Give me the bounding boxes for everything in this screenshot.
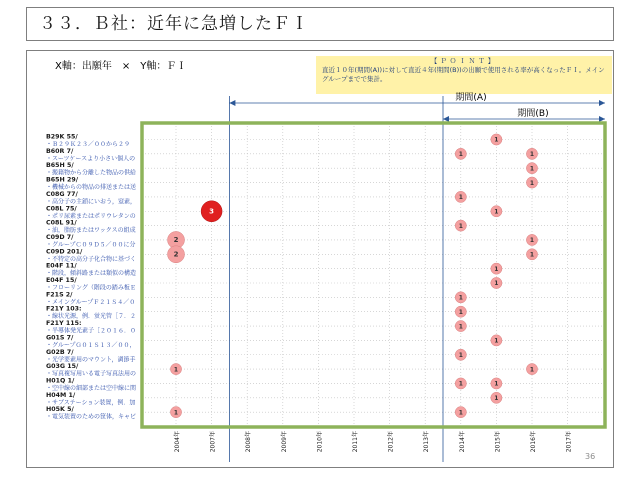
- fi-description-label: ・油，脂肪またはワックスの組成: [46, 227, 136, 235]
- fi-description-label: ・光学要素用のマウント，調節手: [46, 356, 136, 364]
- bubble-value-label: 1: [458, 151, 463, 159]
- fi-code-label: C09D 7/: [46, 233, 74, 241]
- fi-description-label: ・電気装置のための筐体，キャビ: [46, 413, 137, 421]
- x-tick-label: 2009年: [280, 431, 288, 453]
- fi-code-label: F21S 2/: [46, 291, 73, 299]
- bubble-value-label: 1: [173, 366, 179, 374]
- bubble-value-label: 1: [529, 366, 535, 374]
- bubble-value-label: 1: [494, 395, 499, 402]
- fi-description-label: ・写真複写用いる電子写真法用の: [46, 370, 137, 378]
- fi-description-label: ・Ｂ２９Ｋ２３／００から２９: [46, 141, 131, 148]
- x-tick-label: 2007年: [209, 431, 217, 453]
- fi-code-label: C08L 75/: [46, 205, 77, 213]
- slide-title: ３３．Ｂ社：近年に急増したＦＩ: [26, 7, 614, 41]
- fi-description-label: ・階段，傾斜路または類似の構造: [46, 270, 137, 278]
- fi-description-label: ・スーツケースより小さい個人の: [46, 155, 136, 163]
- axis-caption: X軸：出願年 × Y軸：ＦＩ: [55, 61, 187, 72]
- fi-code-label: E04F 11/: [46, 262, 77, 270]
- x-tick-label: 2008年: [245, 431, 253, 453]
- fi-description-label: ・グループＣ０９Ｄ５／００に分: [46, 241, 136, 249]
- bubble-value-label: 1: [494, 265, 499, 273]
- x-tick-label: 2014年: [458, 431, 466, 453]
- bubble-value-label: 1: [494, 136, 499, 144]
- fi-code-label: B65H 5/: [46, 162, 74, 170]
- fi-description-label: ・高分子の主鎖にいおう，窒素，: [46, 198, 137, 206]
- fi-description-label: ・不特定の高分子化合物に基づく: [46, 255, 137, 263]
- bubble-value-label: 1: [529, 151, 535, 159]
- bubble-value-label: 1: [529, 165, 535, 173]
- fi-description-label: ・空中線の細部または空中線に関: [46, 384, 137, 392]
- x-tick-label: 2012年: [387, 431, 395, 453]
- bubble-value-label: 1: [458, 409, 463, 417]
- bubble-value-label: 1: [458, 308, 463, 316]
- x-tick-label: 2013年: [423, 431, 431, 453]
- bubble-value-label: 1: [458, 222, 463, 230]
- period-a-head-left: [229, 100, 235, 106]
- bubble-value-label: 1: [173, 409, 179, 417]
- period-a-head-right: [599, 100, 605, 106]
- bubble-value-label: 3: [209, 207, 215, 216]
- fi-code-label: F21Y 103:: [46, 305, 82, 313]
- fi-description-label: ・線状光源，例．蛍光管［７．２: [46, 313, 137, 321]
- x-tick-label: 2017年: [565, 431, 573, 453]
- point-heading: 【ＰＯＩＮＴ】: [430, 57, 498, 65]
- bubble-value-label: 1: [529, 237, 535, 245]
- fi-code-label: B60R 7/: [46, 147, 74, 155]
- fi-code-label: F21Y 115:: [46, 320, 82, 328]
- bubble-value-label: 2: [173, 250, 179, 259]
- fi-description-label: ・メイングループＦ２１Ｓ４／０: [46, 298, 136, 306]
- fi-description-label: ・グループＧ０１Ｓ１３／００，: [46, 341, 136, 349]
- fi-description-label: ・ポリ尿素またはポリウレタンの: [46, 212, 136, 220]
- fi-code-label: C08G 77/: [46, 190, 78, 198]
- fi-code-label: C08L 91/: [46, 219, 77, 227]
- bubble-value-label: 1: [529, 179, 535, 187]
- fi-description-label: ・フローリング（階段の踏み板Ｅ: [46, 284, 136, 292]
- period-b-head-left: [443, 116, 449, 122]
- fi-code-label: G01S 7/: [46, 334, 74, 342]
- x-tick-label: 2016年: [530, 431, 537, 453]
- x-tick-label: 2004年: [174, 431, 181, 453]
- bubble-value-label: 1: [458, 294, 463, 302]
- fi-description-label: ・半導体発光素子［２０１６．０: [46, 327, 137, 335]
- fi-code-label: B65H 29/: [46, 176, 79, 184]
- fi-code-label: E04F 15/: [46, 277, 77, 284]
- x-tick-label: 2015年: [494, 431, 502, 453]
- bubble-value-label: 1: [494, 380, 499, 388]
- fi-code-label: B29K 55/: [46, 133, 78, 141]
- page-number: 36: [585, 452, 596, 461]
- point-text: 直近１０年(期間(A))に対して直近４年(期間(B))の出願で使用される率が高くなったＦＩ。メイングループまでで集計。: [322, 66, 605, 83]
- fi-code-label: H04M 1/: [46, 391, 76, 399]
- period-b-label: 期間(B): [517, 109, 549, 119]
- fi-description-label: ・サブステーション装置，例．加: [46, 399, 136, 407]
- fi-code-label: H05K 5/: [46, 406, 74, 414]
- fi-description-label: ・機械からの物品の排送または送: [46, 184, 137, 192]
- bubble-value-label: 1: [458, 194, 463, 202]
- fi-code-label: C09D 201/: [46, 248, 83, 256]
- period-a-label: 期間(A): [455, 93, 487, 103]
- x-tick-label: 2011年: [352, 431, 359, 453]
- bubble-value-label: 1: [458, 380, 463, 388]
- fi-code-label: G02B 7/: [46, 348, 74, 356]
- bubble-value-label: 1: [494, 208, 499, 216]
- fi-description-label: ・搬籍物から分離した物品の供給: [46, 169, 137, 177]
- period-b-head-right: [599, 116, 605, 122]
- bubble-value-label: 1: [458, 351, 463, 359]
- bubble-value-label: 1: [494, 280, 499, 288]
- fi-code-label: H01Q 1/: [46, 377, 75, 385]
- bubble-value-label: 2: [173, 236, 179, 245]
- bubble-value-label: 1: [494, 337, 499, 345]
- bubble-value-label: 1: [458, 323, 463, 331]
- fi-code-label: G03G 15/: [46, 363, 79, 371]
- bubble-value-label: 1: [529, 251, 535, 259]
- x-tick-label: 2010年: [316, 431, 324, 453]
